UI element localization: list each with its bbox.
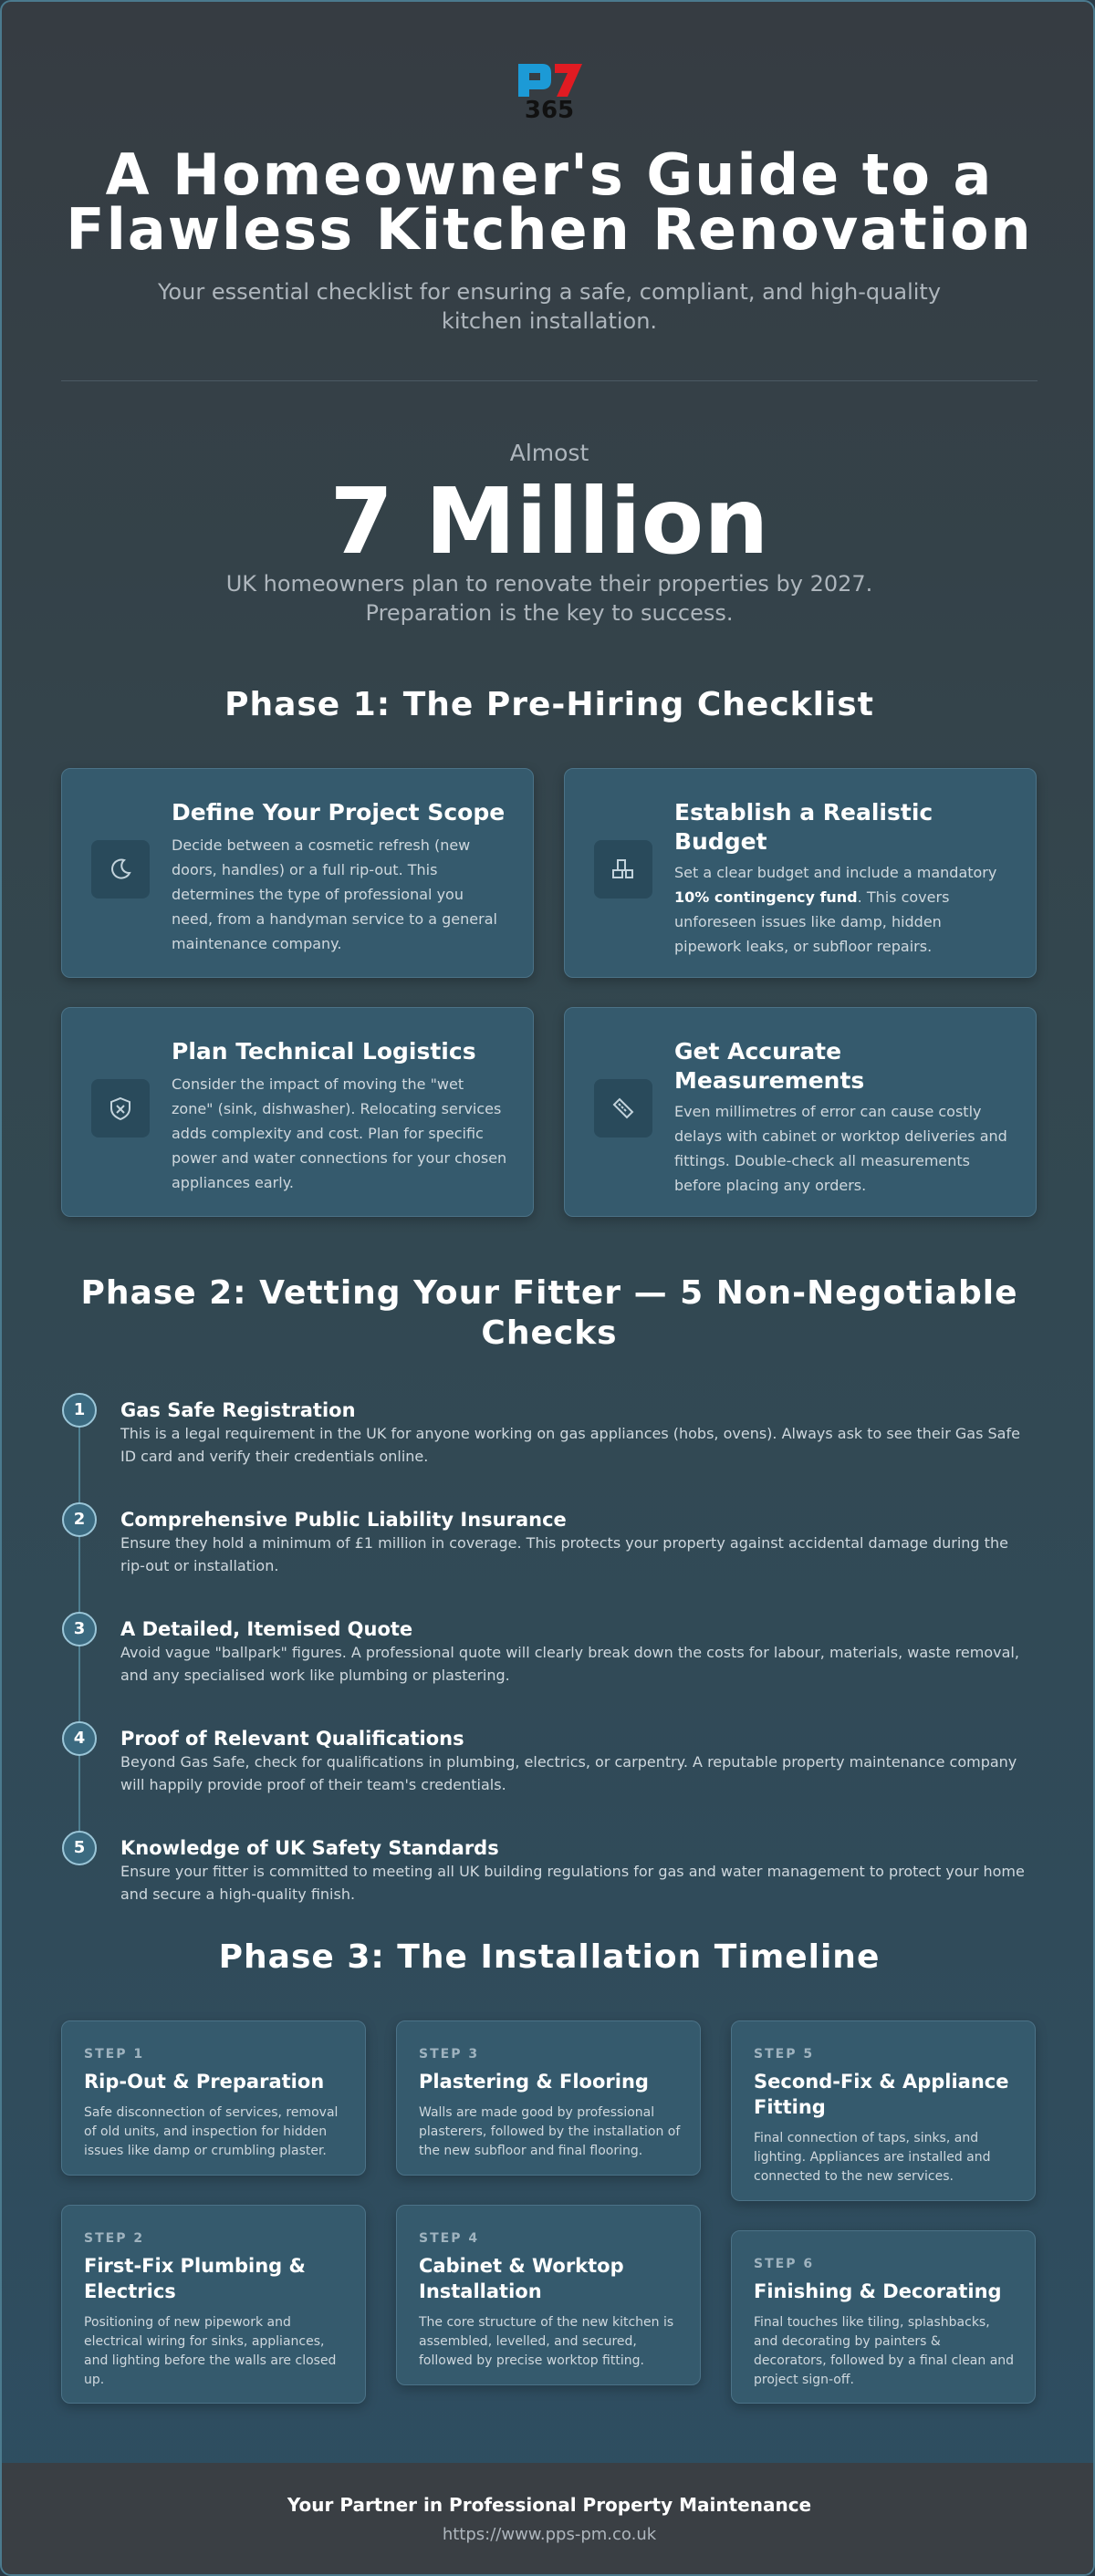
card-title: Plan Technical Logistics — [172, 1038, 476, 1065]
check-title: Gas Safe Registration — [120, 1399, 356, 1421]
phase2-title: Phase 2: Vetting Your Fitter — 5 Non-Negotiable Checks — [80, 1274, 1018, 1352]
check-description: Ensure your fitter is committed to meeting all UK building regulations for gas and water management to protect your home and secure a high-quality finish. — [120, 1863, 1025, 1903]
stat-prefix: Almost — [509, 440, 589, 466]
step-label: STEP 6 — [754, 2257, 815, 2271]
check-title: Comprehensive Public Liability Insurance — [120, 1509, 567, 1531]
step-text: The core structure of the new kitchen is assembled, levelled, and secured, followed by precise worktop fitting. — [419, 2315, 674, 2368]
brand-logo — [515, 60, 584, 120]
ruler-icon — [594, 1079, 652, 1137]
footer-tagline: Your Partner in Professional Property Maintenance — [287, 2494, 812, 2516]
contingency-highlight: 10% contingency fund — [674, 888, 858, 906]
step-title: First-Fix Plumbing & Electrics — [84, 2255, 306, 2302]
timeline-step-6 — [731, 2230, 1036, 2404]
step-text: Walls are made good by professional plasterers, followed by the installation of the new subfloor and final flooring. — [419, 2105, 681, 2158]
check-description: Ensure they hold a minimum of £1 million in coverage. This protects your property against accidental damage during the rip-out or installation. — [120, 1534, 1008, 1574]
card-text: Even millimetres of error can cause costly delays with cabinet or worktop deliveries and fittings. Double-check all measurements before placing any orders. — [674, 1103, 1007, 1194]
card-project-scope — [61, 768, 534, 978]
check-description: Beyond Gas Safe, check for qualifications in plumbing, electrics, or carpentry. A reputable property maintenance company will happily provide proof of their team's credentials. — [120, 1753, 1017, 1793]
check-title: Knowledge of UK Safety Standards — [120, 1837, 499, 1859]
check-description: This is a legal requirement in the UK for anyone working on gas appliances (hobs, ovens). Always ask to see their Gas Safe ID card and verify their credentials online. — [120, 1425, 1020, 1465]
card-text: Consider the impact of moving the "wet zone" (sink, dishwasher). Relocating services adds complexity and cost. Plan for specific power and water connections for your chosen appliances early. — [172, 1075, 507, 1191]
step-label: STEP 5 — [754, 2047, 815, 2062]
check-number: 4 — [62, 1721, 97, 1756]
footer — [2, 2463, 1095, 2576]
step-label: STEP 1 — [84, 2047, 145, 2062]
header-divider — [61, 380, 1038, 381]
step-text: Final touches like tiling, splashbacks, and decorating by painters & decorators, followed by a final clean and project sign-off. — [754, 2315, 1015, 2387]
step-title: Rip-Out & Preparation — [84, 2071, 325, 2093]
card-measurements — [564, 1007, 1037, 1217]
step-title: Second-Fix & Appliance Fitting — [754, 2071, 1009, 2118]
moon-icon — [91, 840, 150, 898]
card-title: Get Accurate Measurements — [674, 1038, 865, 1094]
check-title: A Detailed, Itemised Quote — [120, 1618, 413, 1640]
card-title: Define Your Project Scope — [172, 799, 506, 826]
stat-description: UK homeowners plan to renovate their properties by 2027. Preparation is the key to success. — [225, 571, 873, 626]
card-text: Decide between a cosmetic refresh (new doors, handles) or a full rip-out. This determines the type of professional you need, from a handyman service to a general maintenance company. — [172, 836, 497, 952]
timeline-step-5 — [731, 2020, 1036, 2201]
step-text: Positioning of new pipework and electrical wiring for sinks, appliances, and lighting before the walls are closed up. — [84, 2315, 337, 2387]
check-description: Avoid vague "ballpark" figures. A professional quote will clearly break down the costs for labour, materials, waste removal, and any specialised work like plumbing or plastering. — [120, 1644, 1019, 1684]
timeline-step-4 — [396, 2205, 701, 2385]
step-text: Final connection of taps, sinks, and lighting. Appliances are installed and connected to the new services. — [754, 2131, 991, 2184]
step-title: Finishing & Decorating — [754, 2280, 1002, 2302]
budget-icon — [594, 840, 652, 898]
timeline-step-1 — [61, 2020, 366, 2176]
logo-number: 365 — [524, 97, 575, 120]
check-number: 5 — [62, 1831, 97, 1865]
phase1-title: Phase 1: The Pre-Hiring Checklist — [224, 686, 874, 723]
footer-website-link[interactable]: https://www.pps-pm.co.uk — [442, 2525, 657, 2544]
timeline-step-2 — [61, 2205, 366, 2404]
title-line-2: Flawless Kitchen Renovation — [66, 196, 1033, 263]
step-label: STEP 2 — [84, 2231, 145, 2246]
check-number: 1 — [62, 1393, 97, 1428]
card-title: Establish a Realistic Budget — [674, 799, 933, 855]
page-title — [38, 141, 1060, 263]
card-budget — [564, 768, 1037, 978]
check-number: 2 — [62, 1502, 97, 1537]
step-title: Plastering & Flooring — [419, 2071, 649, 2093]
phase3-title: Phase 3: The Installation Timeline — [218, 1938, 881, 1976]
timeline-step-3 — [396, 2020, 701, 2176]
card-technical-logistics — [61, 1007, 534, 1217]
step-label: STEP 4 — [419, 2231, 480, 2246]
title-line-1: A Homeowner's Guide to a — [105, 141, 994, 208]
shield-x-icon — [91, 1079, 150, 1137]
check-number: 3 — [62, 1612, 97, 1646]
stat-value: 7 Million — [329, 468, 769, 575]
step-label: STEP 3 — [419, 2047, 480, 2062]
card-text: Set a clear budget and include a mandatory 10% contingency fund. This covers unforeseen issues like damp, hidden pipework leaks, or subfloor repairs. — [674, 864, 997, 955]
page-subtitle: Your essential checklist for ensuring a safe, compliant, and high-quality kitchen installation. — [157, 279, 942, 334]
check-title: Proof of Relevant Qualifications — [120, 1728, 464, 1750]
step-text: Safe disconnection of services, removal of old units, and inspection for hidden issues like damp or crumbling plaster. — [84, 2105, 339, 2158]
step-title: Cabinet & Worktop Installation — [419, 2255, 624, 2302]
